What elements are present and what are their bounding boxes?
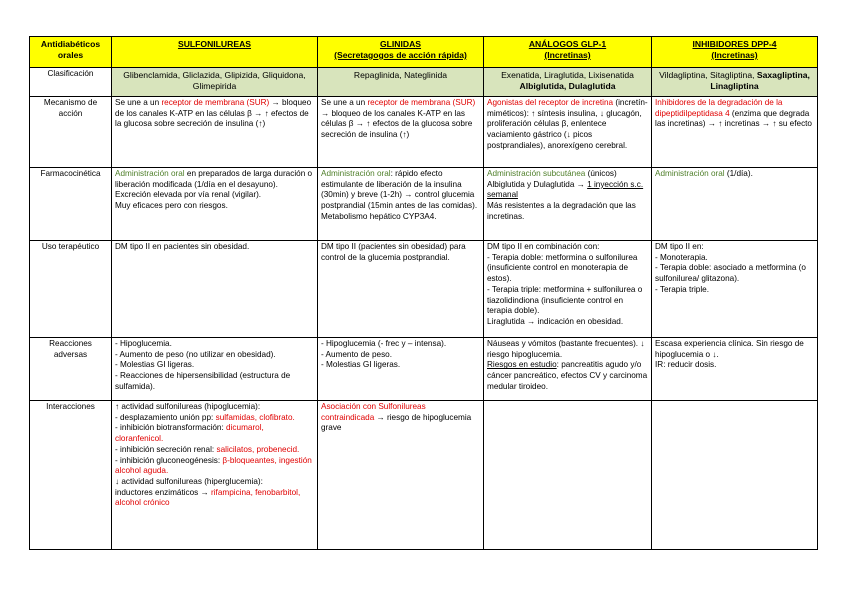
mec-glin-a: Se une a un	[321, 98, 368, 107]
int-glin-red: Asociación con Sulfonilureas contraindicada	[321, 402, 426, 422]
farmacocinetica-glinidas	[318, 168, 484, 241]
interacciones-glp1	[484, 401, 652, 550]
farm-sulf-l3: Muy eficaces pero con riesgos.	[115, 201, 228, 211]
farm-sulf-l2: Excreción elevada por vía renal (vigilar).	[115, 190, 262, 200]
farmacocinetica-dpp4	[652, 168, 818, 241]
rea-sulf-l4: - Reacciones de hipersensibilidad (estructura de sulfamida).	[115, 371, 291, 391]
farmacocinetica-glp1	[484, 168, 652, 241]
clasificacion-row	[30, 68, 818, 97]
mec-dpp4-red: Inhibidores de la degradación de la dipeptidilpeptidasa 4	[655, 98, 783, 118]
int-sulf-l7a: inductores enzimáticos →	[115, 487, 212, 497]
mec-sulf-a: Se une a un	[115, 98, 162, 107]
farm-glp1-l2: Más resistentes a la degradación que las incretinas.	[487, 201, 636, 221]
rea-dpp4-l1: Escasa experiencia clínica. Sin riesgo de hipoglucemia o ↓.	[655, 339, 804, 359]
header-glinidas-title: GLINIDAS	[379, 39, 422, 49]
farm-dpp4-green: Administración oral	[655, 169, 725, 178]
farm-glp1-a: (únicos)	[585, 169, 617, 178]
header-dpp4-sub: (Incretinas)	[711, 50, 758, 60]
mec-sulf-b: → bloqueo de los canales K-ATP en las células β → ↑ efectos de la glucosa sobre secreción de insulina (↑)	[115, 98, 312, 129]
rea-sulf-l1: - Hipoglucemia.	[115, 339, 172, 348]
mecanismo-sulfonilureas	[112, 97, 318, 168]
rea-glp1-b: : pancreatitis agudo y/o cáncer pancreático, efectos CV y carcinoma medular tiroideo.	[487, 360, 648, 391]
mec-sulf-red: receptor de membrana (SUR)	[161, 98, 270, 107]
header-glp1-sub: (Incretinas)	[544, 50, 591, 60]
uso-sulfonilureas: DM tipo II en pacientes sin obesidad.	[112, 241, 318, 338]
int-sulf-l2a: - desplazamiento unión pp:	[115, 412, 216, 422]
mec-glin-red: receptor de membrana (SUR)	[367, 98, 476, 107]
farmacocinetica-row	[30, 168, 818, 241]
clasificacion-sulf-part1: Glibenclamida,	[123, 70, 183, 80]
interacciones-row	[30, 401, 818, 550]
clasificacion-dpp4-part1: Vildagliptina, Sitagliptina,	[659, 70, 757, 80]
int-sulf-l3r: dicumarol, cloranfenicol.	[115, 423, 264, 444]
rea-dpp4-l2: IR: reducir dosis.	[655, 360, 717, 370]
clasificacion-dpp4-part2: Saxagliptina, Linagliptina	[710, 70, 810, 91]
header-row-label: Antidiabéticos orales	[30, 37, 112, 68]
int-sulf-l7r: rifampicina, fenobarbitol, alcohol crónico	[115, 487, 301, 508]
clasificacion-glp1	[484, 68, 652, 97]
farm-sulf-green: Administración oral	[115, 169, 185, 178]
rea-sulf-l2: - Aumento de peso (no utilizar en obesidad).	[115, 349, 276, 359]
interacciones-glinidas	[318, 401, 484, 550]
farm-sulf-a: en preparados de larga duración o liberación modificada (1/día en el desayuno).	[115, 169, 313, 189]
int-sulf-l5r: β-bloqueantes, ingestión alcohol aguda.	[115, 455, 312, 476]
uso-label: Uso terapéutico	[30, 241, 112, 338]
header-glinidas-sub: (Secretagogos de acción rápida)	[334, 50, 467, 60]
reacciones-row	[30, 338, 818, 401]
uso-glp1	[484, 241, 652, 338]
uso-glp1-l2: - Terapia doble: metformina o sulfonilurea (insuficiente control en monoterapia de estos).	[487, 252, 638, 284]
reacciones-sulfonilureas	[112, 338, 318, 401]
mecanismo-row	[30, 97, 818, 168]
int-glin-a: → riesgo de hipoglucemia grave	[321, 412, 472, 433]
uso-row	[30, 241, 818, 338]
mecanismo-glp1	[484, 97, 652, 168]
clasificacion-label: Clasificación	[30, 68, 112, 97]
farmacocinetica-label: Farmacocinética	[30, 168, 112, 241]
farm-glin-a: : rápido efecto estimulante de liberación de la insulina (30min) y breve (1-2h) → control glucemia postprandial (15min antes de las comidas).	[321, 169, 478, 211]
interacciones-dpp4	[652, 401, 818, 550]
int-sulf-l1: ↑ actividad sulfonilureas (hipoglucemia):	[115, 402, 261, 411]
header-dpp4	[652, 37, 818, 68]
rea-sulf-l3: - Molestias GI ligeras.	[115, 360, 195, 370]
rea-glp1-ul: Riesgos en estudio	[487, 360, 557, 370]
int-sulf-l4r: salicilatos, probenecid.	[216, 444, 300, 454]
mecanismo-label: Mecanismo de acción	[30, 97, 112, 168]
rea-glin-l3: - Molestias GI ligeras.	[321, 360, 401, 370]
clasificacion-dpp4	[652, 68, 818, 97]
interacciones-sulfonilureas	[112, 401, 318, 550]
uso-dpp4-l2: - Monoterapia.	[655, 252, 708, 262]
clasificacion-glinidas: Repaglinida, Nateglinida	[318, 68, 484, 97]
farm-dpp4-a: (1/día).	[724, 169, 753, 178]
clasificacion-sulf-part2: Gliclazida, Glipizida, Gliquidona, Glimepirida	[182, 70, 306, 91]
int-sulf-l6: ↓ actividad sulfonilureas (hiperglucemia):	[115, 476, 263, 486]
mec-glp1-red: Agonistas del receptor de incretina	[487, 98, 614, 107]
uso-glinidas: DM tipo II (pacientes sin obesidad) para control de la glucemia postprandial.	[318, 241, 484, 338]
farmacocinetica-sulfonilureas	[112, 168, 318, 241]
header-sulfonilureas	[112, 37, 318, 68]
rea-glin-l1: - Hipoglucemia (- frec y – intensa).	[321, 339, 447, 348]
clasificacion-sulfonilureas	[112, 68, 318, 97]
mecanismo-dpp4	[652, 97, 818, 168]
header-dpp4-title: INHIBIDORES DPP-4	[692, 39, 777, 49]
mec-glp1-b: (incretín-miméticos): ↑ síntesis insulina, ↓ glucagón, proliferación células β, enlentece vaciamiento gástrico (↓ picos postprandiales), anorexígeno cerebral.	[487, 98, 648, 150]
clasificacion-glp1-part2: Albiglutida, Dulaglutida	[519, 81, 616, 91]
header-row	[30, 37, 818, 68]
reacciones-glinidas	[318, 338, 484, 401]
uso-dpp4-l4: - Terapia triple.	[655, 284, 710, 294]
reacciones-dpp4	[652, 338, 818, 401]
reacciones-glp1	[484, 338, 652, 401]
header-glp1	[484, 37, 652, 68]
header-glinidas	[318, 37, 484, 68]
antidiabetics-table	[29, 36, 818, 550]
rea-glin-l2: - Aumento de peso.	[321, 349, 393, 359]
int-sulf-l4a: - inhibición secreción renal:	[115, 444, 217, 454]
int-sulf-l3a: - inhibición biotransformación:	[115, 423, 227, 433]
farm-glp1-green: Administración subcutánea	[487, 169, 586, 178]
mec-glin-b: → bloqueo de los canales K-ATP en las células β → ↑ efectos de la glucosa sobre secreción de insulina (↑)	[321, 108, 473, 140]
uso-dpp4-l3: - Terapia doble: asociado a metformina (o sulfonilurea/ glitazona).	[655, 263, 806, 284]
mecanismo-glinidas	[318, 97, 484, 168]
header-glp1-title: ANÁLOGOS GLP-1	[528, 39, 607, 49]
uso-dpp4	[652, 241, 818, 338]
uso-dpp4-l1: DM tipo II en:	[655, 242, 704, 251]
header-sulfonilureas-title: SULFONILUREAS	[177, 39, 252, 49]
uso-glp1-l1: DM tipo II en combinación con:	[487, 242, 600, 251]
farm-glp1-l1b: Albiglutida y Dulaglutida →	[487, 179, 588, 189]
uso-glp1-l3: - Terapia triple: metformina + sulfonilurea o tiazolidindiona (insuficiente control en terapia doble).	[487, 284, 643, 316]
int-sulf-l5a: - inhibición gluconeogénesis:	[115, 455, 223, 465]
reacciones-label: Reacciones adversas	[30, 338, 112, 401]
interacciones-label: Interacciones	[30, 401, 112, 550]
farm-glin-green: Administración oral	[321, 169, 391, 178]
farm-glp1-ul: 1 inyección s.c. semanal	[487, 179, 644, 200]
clasificacion-glp1-part1: Exenatida, Liraglutida, Lixisenatida	[501, 70, 634, 80]
int-sulf-l2r: sulfamidas, clofibrato.	[215, 412, 295, 422]
farm-glin-l2: Metabolismo hepático CYP3A4.	[321, 211, 437, 221]
uso-glp1-l4: Liraglutida → indicación en obesidad.	[487, 316, 624, 326]
rea-glp1-a: Náuseas y vómitos (bastante frecuentes). ↓ riesgo hipoglucemia.	[487, 339, 645, 359]
mec-dpp4-b: (enzima que degrada las incretinas) → ↑ incretinas → ↑ su efecto	[655, 108, 812, 129]
